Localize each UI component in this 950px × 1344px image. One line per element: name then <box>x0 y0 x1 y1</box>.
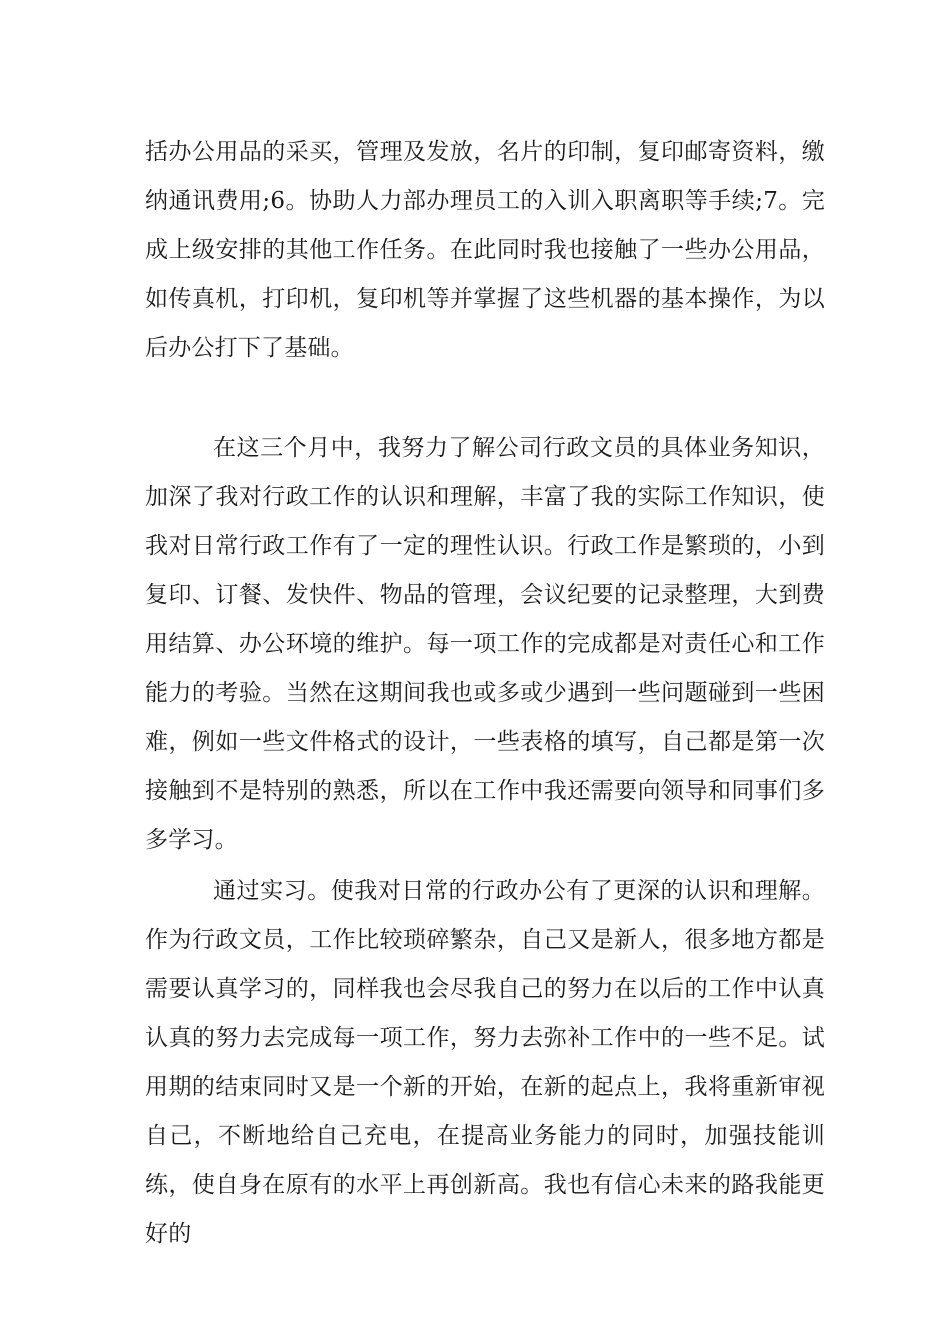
paragraph-work-experience <box>145 424 825 865</box>
paragraph-continuation <box>145 128 825 373</box>
paragraph-internship-summary <box>145 867 825 1259</box>
paragraph-text: 通过实习。使我对日常的行政办公有了更深的认识和理解。作为行政文员，工作比较琐碎繁杂，自己又是新人，很多地方都是需要认真学习的，同样我也会尽我自己的努力在以后的工作中认真认真的努力去完成每一项工作，努力去弥补工作中的一些不足。试用期的结束同时又是一个新的开始，在新的起点上，我将重新审视自己，不断地给自己充电，在提高业务能力的同时，加强技能训练，使自身在原有的水平上再创新高。我也有信心未来的路我能更好的 <box>145 878 825 1247</box>
paragraph-text: 括办公用品的采买，管理及发放，名片的印制，复印邮寄资料，缴纳通讯费用;6。协助人力部办理员工的入训入职离职等手续;7。完成上级安排的其他工作任务。在此同时我也接触了一些办公用品，如传真机，打印机，复印机等并掌握了这些机器的基本操作，为以后办公打下了基础。 <box>145 139 825 361</box>
paragraph-text: 在这三个月中，我努力了解公司行政文员的具体业务知识，加深了我对行政工作的认识和理解，丰富了我的实际工作知识，使我对日常行政工作有了一定的理性认识。行政工作是繁琐的，小到复印、订餐、发快件、物品的管理，会议纪要的记录整理，大到费用结算、办公环境的维护。每一项工作的完成都是对责任心和工作能力的考验。当然在这期间我也或多或少遇到一些问题碰到一些困难，例如一些文件格式的设计，一些表格的填写，自己都是第一次接触到不是特别的熟悉，所以在工作中我还需要向领导和同事们多多学习。 <box>145 435 825 853</box>
